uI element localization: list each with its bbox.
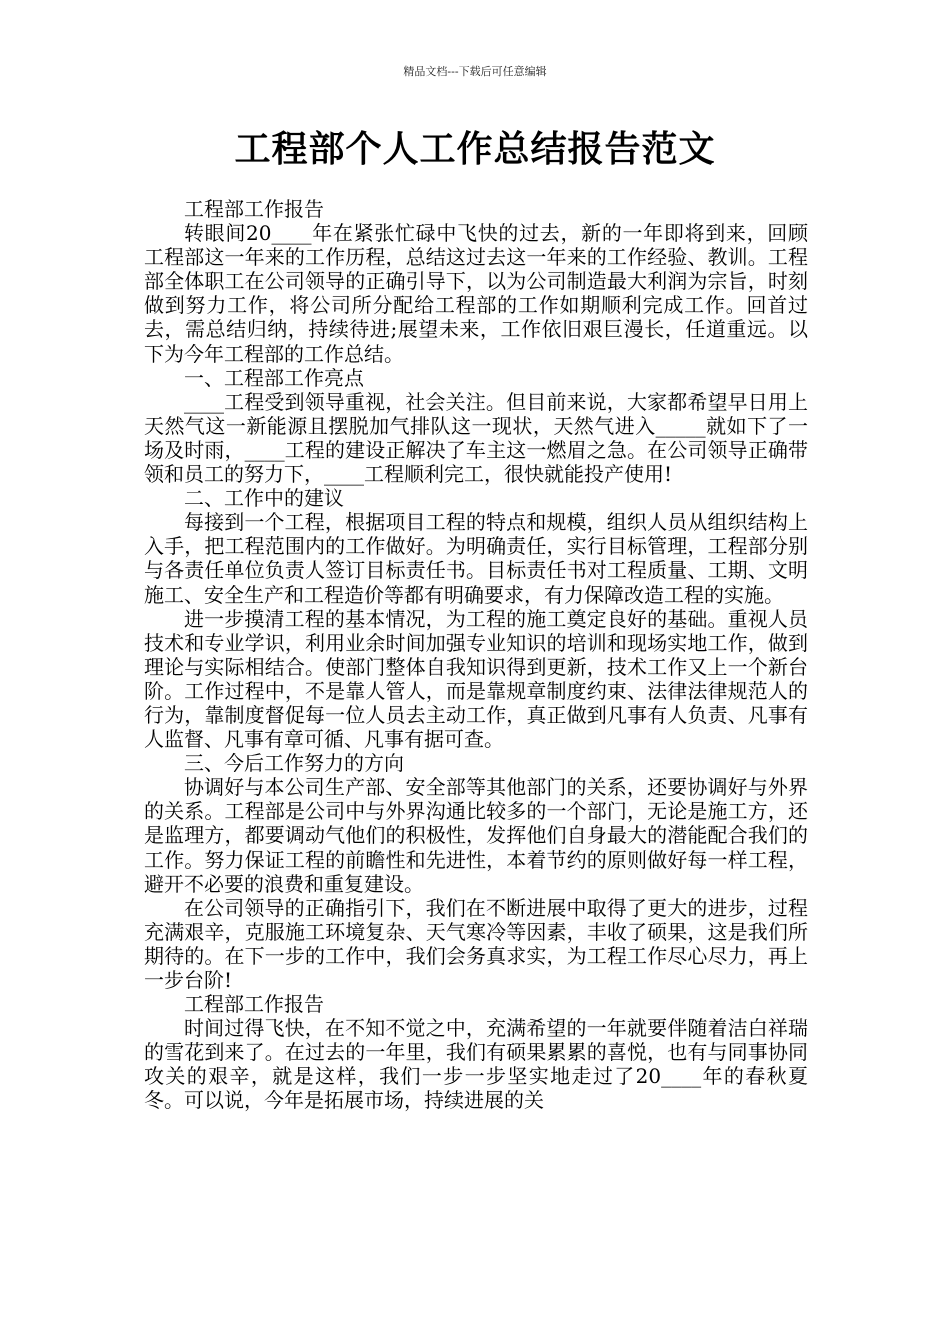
paragraph-suggestions-1: 每接到一个工程，根据项目工程的特点和规模，组织人员从组织结构上入手，把工程范围内的工作做好。为明确责任，实行目标管理，工程部分别与各责任单位负责人签订目标责任书。目标责任书对工程质量、工期、文明施工、安全生产和工程造价等都有明确要求，有力保障改造工程的实施。 xyxy=(144,510,808,607)
paragraph-direction-2: 在公司领导的正确指引下，我们在不断进展中取得了更大的进步，过程充满艰辛，克服施工环境复杂、天气寒冷等因素，丰收了硕果，这是我们所期待的。在下一步的工作中，我们会务真求实，为工程工作尽心尽力，再上一步台阶! xyxy=(144,895,808,992)
paragraph-suggestions-2: 进一步摸清工程的基本情况，为工程的施工奠定良好的基础。重视人员技术和专业学识，利用业余时间加强专业知识的培训和现场实地工作，做到理论与实际相结合。使部门整体自我知识得到更新，技术工作又上一个新台阶。工作过程中，不是靠人管人，而是靠规章制度约束、法律法律规范人的行为，靠制度督促每一位人员去主动工作，真正做到凡事有人负责、凡事有人监督、凡事有章可循、凡事有据可查。 xyxy=(144,606,808,752)
document-title: 工程部个人工作总结报告范文 xyxy=(234,129,716,170)
header-note: 精品文档---下载后可任意编辑 xyxy=(403,65,547,78)
section-heading-direction: 三、今后工作努力的方向 xyxy=(184,751,404,776)
section-heading-report-2: 工程部工作报告 xyxy=(184,992,324,1017)
section-heading-suggestions: 二、工作中的建议 xyxy=(184,486,344,511)
paragraph-intro: 转眼间20____年在紧张忙碌中飞快的过去，新的一年即将到来，回顾工程部这一年来的工作历程，总结这过去这一年来的工作经验、教训。工程部全体职工在公司领导的正确引导下，以为公司制造最大利润为宗旨，时刻做到努力工作，将公司所分配给工程部的工作如期顺利完成工作。回首过去，需总结归纳，持续待进;展望未来，工作依旧艰巨漫长，任道重远。以下为今年工程部的工作总结。 xyxy=(144,221,808,366)
section-heading-highlights: 一、工程部工作亮点 xyxy=(184,365,364,390)
section-heading-report: 工程部工作报告 xyxy=(184,197,324,221)
paragraph-report-2: 时间过得飞快，在不知不觉之中，充满希望的一年就要伴随着洁白祥瑞的雪花到来了。在过去的一年里，我们有硕果累累的喜悦，也有与同事协同攻关的艰辛，就是这样，我们一步一步坚实地走过了20____年的春秋夏冬。可以说，今年是拓展市场，持续进展的关 xyxy=(144,1016,808,1113)
paragraph-direction-1: 协调好与本公司生产部、安全部等其他部门的关系，还要协调好与外界的关系。工程部是公司中与外界沟通比较多的一个部门，无论是施工方，还是监理方，都要调动气他们的积极性，发挥他们自身最大的潜能配合我们的工作。努力保证工程的前瞻性和先进性，本着节约的原则做好每一样工程，避开不必要的浪费和重复建设。 xyxy=(144,775,808,896)
document-body xyxy=(144,197,808,1113)
paragraph-highlights: ____工程受到领导重视，社会关注。但目前来说，大家都希望早日用上天然气这一新能源且摆脱加气排队这一现状，天然气进入_____就如下了一场及时雨，____工程的建设正解决了车主这一燃眉之急。在公司领导正确带领和员工的努力下，____工程顺利完工，很快就能投产使用! xyxy=(144,389,808,487)
